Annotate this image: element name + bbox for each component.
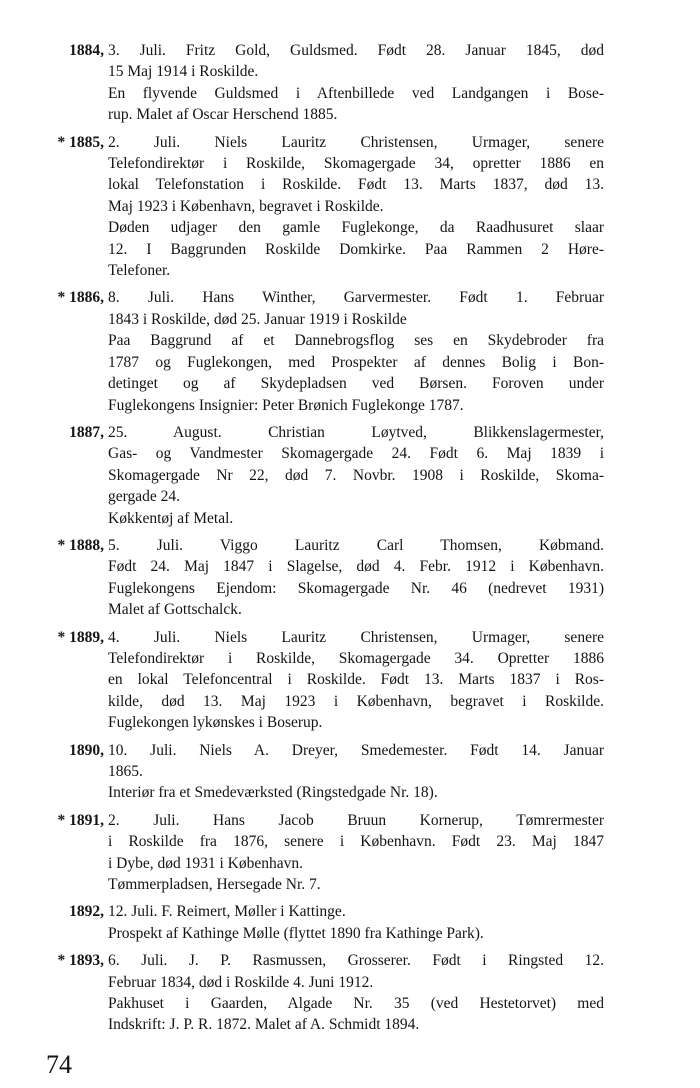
entry-text-line: Telefondirektør i Roskilde, Skomagergade 34, opretter 1886 en bbox=[108, 155, 604, 173]
entry-text-line: 12. I Baggrunden Roskilde Domkirke. Paa Rammen 2 Høre- bbox=[108, 240, 604, 258]
catalog-entry bbox=[0, 740, 700, 804]
entry-text-line: Tømmerpladsen, Hersegade Nr. 7. bbox=[108, 876, 321, 894]
entry-text-line: Interiør fra et Smedeværksted (Ringstedgade Nr. 18). bbox=[108, 784, 438, 802]
entry-text-line: Fuglekongens Ejendom: Skomagergade Nr. 46 (nedrevet 1931) bbox=[108, 579, 604, 597]
entry-text-line: i Dybe, død 1931 i København. bbox=[108, 854, 304, 872]
entry-text-line: Pakhuset i Gaarden, Algade Nr. 35 (ved Hestetorvet) med bbox=[108, 995, 604, 1013]
catalog-entry bbox=[0, 132, 700, 282]
catalog-entry bbox=[0, 627, 700, 734]
entry-text-line: kilde, død 13. Maj 1923 i København, begravet i Roskilde. bbox=[108, 692, 604, 710]
entry-text-line: En flyvende Guldsmed i Aftenbillede ved Landgangen i Bose- bbox=[108, 84, 604, 102]
entry-year: * 1885, bbox=[57, 133, 104, 151]
entry-year: * 1888, bbox=[57, 536, 104, 554]
entry-text-line: Februar 1834, død i Roskilde 4. Juni 1912. bbox=[108, 973, 374, 991]
entry-year: 1892, bbox=[69, 903, 104, 921]
entry-text-line: Køkkentøj af Metal. bbox=[108, 509, 234, 527]
entry-list bbox=[0, 40, 700, 1042]
catalog-entry bbox=[0, 950, 700, 1036]
entry-text-line: 5. Juli. Viggo Lauritz Carl Thomsen, Købmand. bbox=[108, 536, 604, 554]
entry-text-line: en lokal Telefoncentral i Roskilde. Født 13. Marts 1837 i Ros- bbox=[108, 671, 604, 689]
entry-text-line: Malet af Gottschalck. bbox=[108, 601, 242, 619]
catalog-entry bbox=[0, 287, 700, 415]
catalog-entry bbox=[0, 422, 700, 529]
entry-text-line: Fuglekongens Insignier: Peter Brønich Fuglekonge 1787. bbox=[108, 396, 464, 414]
catalog-entry bbox=[0, 810, 700, 896]
entry-text-line: 12. Juli. F. Reimert, Møller i Kattinge. bbox=[108, 903, 346, 921]
entry-text-line: 6. Juli. J. P. Rasmussen, Grosserer. Født i Ringsted 12. bbox=[108, 952, 604, 970]
entry-year: * 1891, bbox=[57, 811, 104, 829]
entry-year: * 1886, bbox=[57, 289, 104, 307]
entry-year: 1890, bbox=[69, 741, 104, 759]
catalog-entry bbox=[0, 535, 700, 621]
entry-text-line: Fuglekongen lykønskes i Boserup. bbox=[108, 714, 323, 732]
entry-year: 1884, bbox=[69, 42, 104, 59]
entry-text-line: Paa Baggrund af et Dannebrogsflog ses en Skydebroder fra bbox=[108, 332, 604, 350]
entry-text-line: 2. Juli. Hans Jacob Bruun Kornerup, Tømrermester bbox=[108, 811, 604, 829]
entry-text-line: i Roskilde fra 1876, senere i København. Født 23. Maj 1847 bbox=[108, 833, 604, 851]
entry-text-line: rup. Malet af Oscar Herschend 1885. bbox=[108, 106, 338, 124]
entry-text-line: Maj 1923 i København, begravet i Roskilde. bbox=[108, 197, 384, 215]
catalog-entry bbox=[0, 40, 700, 126]
entry-year: * 1889, bbox=[57, 628, 104, 646]
entry-text-line: 8. Juli. Hans Winther, Garvermester. Født 1. Februar bbox=[108, 289, 604, 307]
entry-text-line: 1843 i Roskilde, død 25. Januar 1919 i Roskilde bbox=[108, 310, 407, 328]
entry-text-line: 4. Juli. Niels Lauritz Christensen, Urmager, senere bbox=[108, 628, 604, 646]
entry-text-line: 1865. bbox=[108, 763, 143, 780]
entry-text-line: 1787 og Fuglekongen, med Prospekter af dennes Bolig i Bon- bbox=[108, 353, 604, 371]
entry-text-line: 15 Maj 1914 i Roskilde. bbox=[108, 63, 259, 81]
entry-text-line: detinget og af Skydepladsen ved Børsen. Foroven under bbox=[108, 375, 604, 393]
entry-text-line: 3. Juli. Fritz Gold, Guldsmed. Født 28. Januar 1845, død bbox=[108, 42, 604, 59]
entry-text-line: 2. Juli. Niels Lauritz Christensen, Urmager, senere bbox=[108, 133, 604, 151]
entry-text-line: Gas- og Vandmester Skomagergade 24. Født 6. Maj 1839 i bbox=[108, 445, 604, 463]
entry-text-line: Døden udjager den gamle Fuglekonge, da Raadhusuret slaar bbox=[108, 219, 604, 237]
entry-text-line: lokal Telefonstation i Roskilde. Født 13. Marts 1837, død 13. bbox=[108, 176, 604, 194]
entry-text-line: gergade 24. bbox=[108, 488, 181, 506]
entry-text-line: Telefondirektør i Roskilde, Skomagergade 34. Opretter 1886 bbox=[108, 649, 604, 667]
entry-text-line: 25. August. Christian Løytved, Blikkenslagermester, bbox=[108, 423, 604, 441]
entry-text-line: Telefoner. bbox=[108, 262, 171, 280]
catalog-entry bbox=[0, 901, 700, 944]
entry-text-line: Indskrift: J. P. R. 1872. Malet af A. Schmidt 1894. bbox=[108, 1016, 420, 1034]
entry-year: * 1893, bbox=[57, 952, 104, 970]
entry-text-line: Prospekt af Kathinge Mølle (flyttet 1890 fra Kathinge Park). bbox=[108, 924, 484, 942]
entry-text-line: Født 24. Maj 1847 i Slagelse, død 4. Febr. 1912 i København. bbox=[108, 558, 604, 576]
entry-text-line: Skomagergade Nr 22, død 7. Novbr. 1908 i Roskilde, Skoma- bbox=[108, 466, 604, 484]
page-number: 74 bbox=[46, 1050, 72, 1079]
entry-year: 1887, bbox=[69, 423, 104, 441]
entry-text-line: 10. Juli. Niels A. Dreyer, Smedemester. Født 14. Januar bbox=[108, 741, 604, 759]
